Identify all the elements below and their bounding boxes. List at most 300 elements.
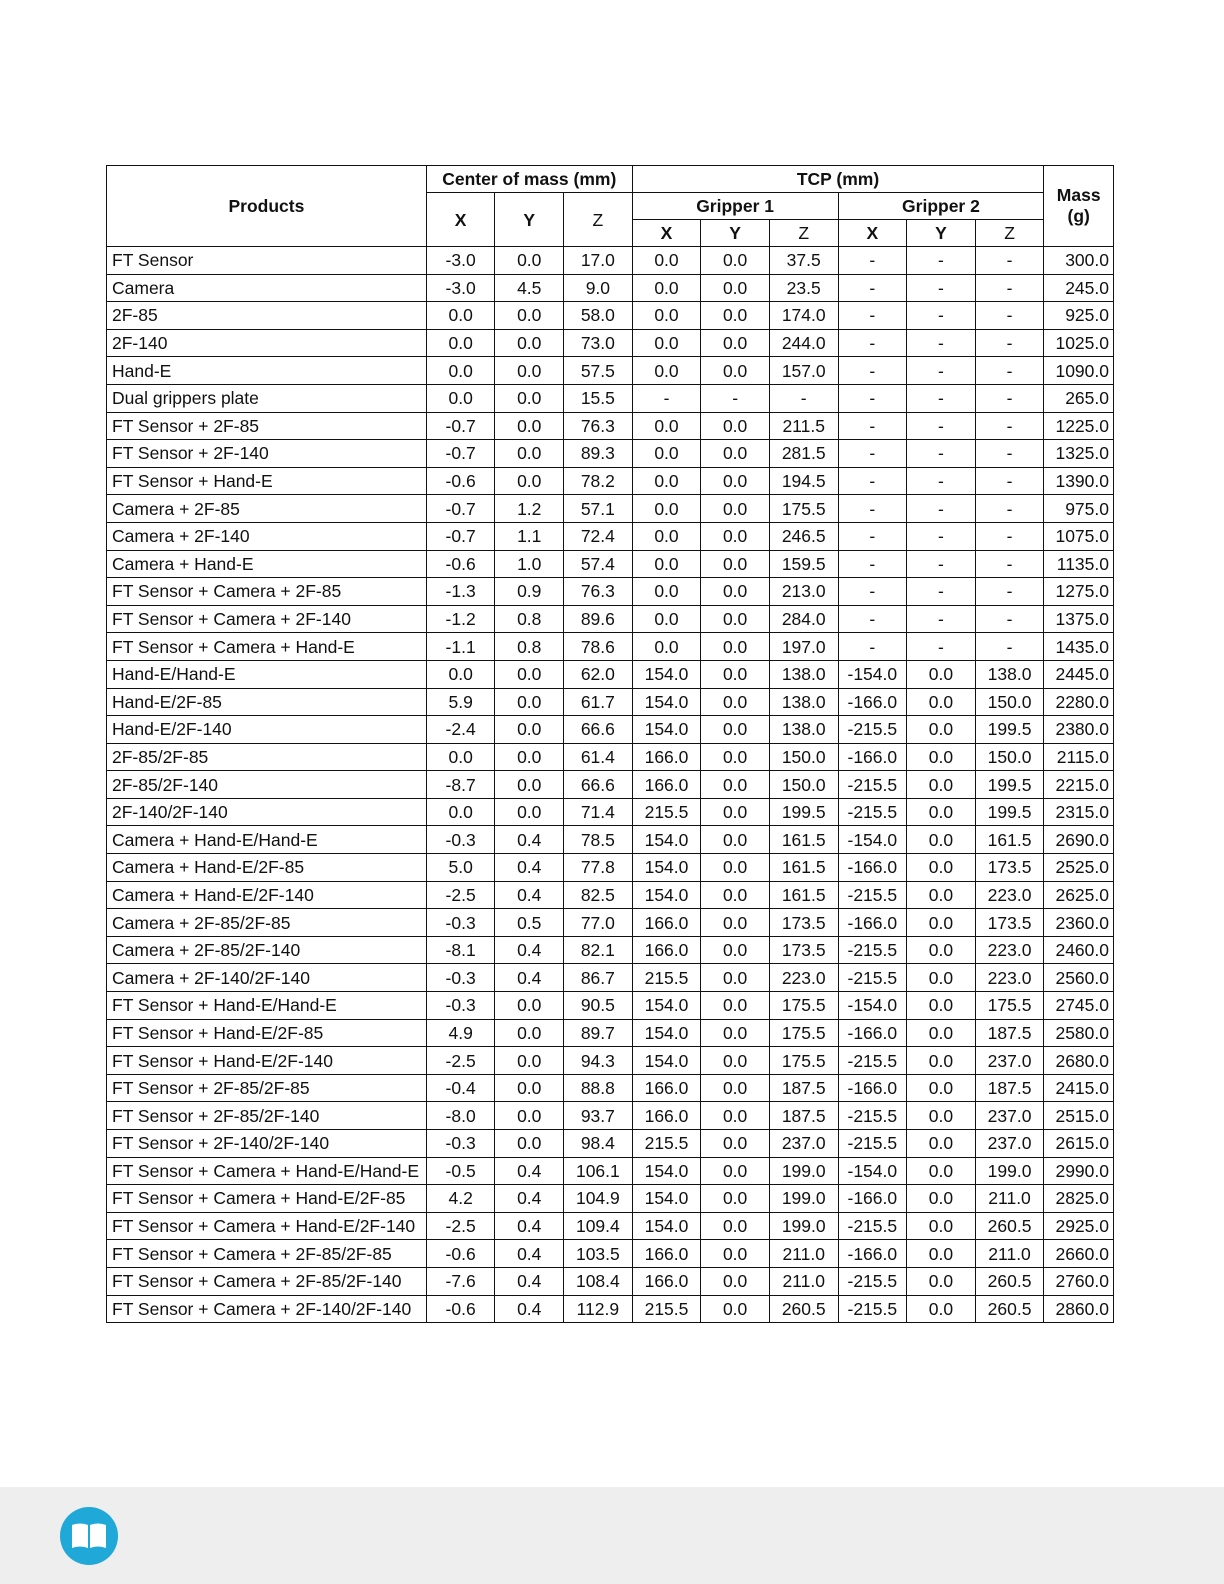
cell-g2-y: 0.0: [907, 1240, 976, 1268]
cell-g2-z: 223.0: [975, 936, 1044, 964]
cell-mass: 2690.0: [1044, 826, 1114, 854]
cell-g2-y: -: [907, 495, 976, 523]
cell-com-y: 0.4: [495, 936, 564, 964]
cell-g1-x: 215.5: [632, 1295, 701, 1323]
table-row: [107, 329, 1114, 357]
cell-g2-y: 0.0: [907, 1157, 976, 1185]
cell-com-y: 0.0: [495, 302, 564, 330]
cell-g2-x: -166.0: [838, 854, 907, 882]
cell-com-z: 104.9: [564, 1185, 633, 1213]
cell-g2-z: 187.5: [975, 1019, 1044, 1047]
cell-com-x: -0.7: [426, 440, 495, 468]
cell-g2-x: -: [838, 247, 907, 275]
cell-mass: 2625.0: [1044, 881, 1114, 909]
table-row: [107, 495, 1114, 523]
header-g1-z: Z: [769, 220, 838, 247]
cell-com-y: 0.0: [495, 329, 564, 357]
cell-g2-x: -166.0: [838, 743, 907, 771]
table-row: [107, 743, 1114, 771]
cell-g2-y: 0.0: [907, 798, 976, 826]
cell-g1-x: 166.0: [632, 909, 701, 937]
cell-com-x: 0.0: [426, 798, 495, 826]
cell-com-x: -0.6: [426, 1295, 495, 1323]
cell-product: FT Sensor + 2F-85: [107, 412, 427, 440]
cell-com-x: -7.6: [426, 1267, 495, 1295]
cell-g2-z: 260.5: [975, 1267, 1044, 1295]
cell-mass: 1325.0: [1044, 440, 1114, 468]
cell-g1-z: 284.0: [769, 605, 838, 633]
cell-com-z: 86.7: [564, 964, 633, 992]
cell-com-z: 71.4: [564, 798, 633, 826]
cell-com-z: 89.7: [564, 1019, 633, 1047]
header-gripper-1: Gripper 1: [632, 193, 838, 220]
cell-g1-x: 154.0: [632, 1047, 701, 1075]
cell-com-y: 0.9: [495, 578, 564, 606]
cell-g1-x: 0.0: [632, 495, 701, 523]
cell-product: FT Sensor + Hand-E: [107, 467, 427, 495]
cell-g2-y: 0.0: [907, 1019, 976, 1047]
cell-g1-x: 215.5: [632, 964, 701, 992]
cell-g1-x: 0.0: [632, 302, 701, 330]
cell-com-x: 5.9: [426, 688, 495, 716]
cell-com-z: 77.8: [564, 854, 633, 882]
cell-g2-y: -: [907, 633, 976, 661]
cell-g1-z: 161.5: [769, 854, 838, 882]
cell-g1-z: 175.5: [769, 992, 838, 1020]
cell-g1-z: 187.5: [769, 1102, 838, 1130]
table-row: [107, 660, 1114, 688]
cell-com-y: 0.0: [495, 1102, 564, 1130]
cell-mass: 1375.0: [1044, 605, 1114, 633]
cell-g2-z: -: [975, 440, 1044, 468]
cell-g1-z: 150.0: [769, 743, 838, 771]
cell-g1-z: 199.0: [769, 1157, 838, 1185]
cell-g2-y: 0.0: [907, 1102, 976, 1130]
cell-product: Camera + 2F-140/2F-140: [107, 964, 427, 992]
cell-g2-y: 0.0: [907, 854, 976, 882]
cell-g2-x: -: [838, 605, 907, 633]
cell-com-y: 0.0: [495, 771, 564, 799]
cell-g1-z: 138.0: [769, 660, 838, 688]
header-g2-x: X: [838, 220, 907, 247]
cell-com-y: 1.1: [495, 522, 564, 550]
cell-g2-x: -215.5: [838, 1212, 907, 1240]
cell-g2-z: 260.5: [975, 1212, 1044, 1240]
cell-mass: 975.0: [1044, 495, 1114, 523]
cell-product: Camera + 2F-85: [107, 495, 427, 523]
cell-product: Camera + 2F-85/2F-140: [107, 936, 427, 964]
cell-mass: 1225.0: [1044, 412, 1114, 440]
cell-g2-x: -: [838, 329, 907, 357]
cell-g1-y: 0.0: [701, 412, 770, 440]
cell-com-x: 4.9: [426, 1019, 495, 1047]
cell-g2-z: -: [975, 329, 1044, 357]
cell-mass: 2990.0: [1044, 1157, 1114, 1185]
cell-g1-y: 0.0: [701, 881, 770, 909]
cell-product: FT Sensor + Hand-E/2F-85: [107, 1019, 427, 1047]
cell-g1-z: 157.0: [769, 357, 838, 385]
cell-g2-y: 0.0: [907, 1295, 976, 1323]
cell-g2-y: -: [907, 357, 976, 385]
cell-g2-x: -166.0: [838, 1240, 907, 1268]
cell-com-x: 0.0: [426, 357, 495, 385]
cell-product: Hand-E/2F-140: [107, 716, 427, 744]
cell-g2-z: -: [975, 578, 1044, 606]
cell-com-x: 0.0: [426, 302, 495, 330]
table-row: [107, 798, 1114, 826]
cell-g2-z: 199.0: [975, 1157, 1044, 1185]
cell-g1-x: 215.5: [632, 798, 701, 826]
table-row: [107, 1185, 1114, 1213]
table-row: [107, 1019, 1114, 1047]
cell-g2-x: -215.5: [838, 716, 907, 744]
cell-product: 2F-85: [107, 302, 427, 330]
cell-g2-z: 260.5: [975, 1295, 1044, 1323]
cell-com-x: 4.2: [426, 1185, 495, 1213]
cell-g1-x: 154.0: [632, 992, 701, 1020]
cell-mass: 1135.0: [1044, 550, 1114, 578]
cell-g2-z: -: [975, 412, 1044, 440]
cell-com-z: 88.8: [564, 1074, 633, 1102]
cell-com-y: 0.0: [495, 440, 564, 468]
cell-g1-y: 0.0: [701, 1212, 770, 1240]
cell-g2-x: -: [838, 550, 907, 578]
cell-g2-y: 0.0: [907, 743, 976, 771]
cell-g1-x: 154.0: [632, 688, 701, 716]
cell-com-y: 0.0: [495, 798, 564, 826]
cell-product: Hand-E/Hand-E: [107, 660, 427, 688]
table-body: [107, 247, 1114, 1323]
cell-g1-y: 0.0: [701, 798, 770, 826]
cell-g2-z: -: [975, 495, 1044, 523]
cell-product: FT Sensor + 2F-140/2F-140: [107, 1130, 427, 1158]
header-g2-z: Z: [975, 220, 1044, 247]
header-center-of-mass: Center of mass (mm): [426, 166, 632, 193]
header-com-x: X: [426, 193, 495, 247]
cell-product: FT Sensor + 2F-85/2F-140: [107, 1102, 427, 1130]
cell-mass: 1075.0: [1044, 522, 1114, 550]
cell-com-x: -2.5: [426, 1212, 495, 1240]
cell-g1-x: 0.0: [632, 522, 701, 550]
cell-g1-y: 0.0: [701, 1047, 770, 1075]
cell-g1-z: 173.5: [769, 909, 838, 937]
cell-product: Camera + Hand-E/2F-85: [107, 854, 427, 882]
cell-mass: 300.0: [1044, 247, 1114, 275]
cell-g1-x: 166.0: [632, 1074, 701, 1102]
cell-product: 2F-85/2F-85: [107, 743, 427, 771]
cell-g2-x: -154.0: [838, 992, 907, 1020]
cell-com-z: 61.4: [564, 743, 633, 771]
cell-com-x: -2.4: [426, 716, 495, 744]
header-tcp: TCP (mm): [632, 166, 1044, 193]
header-g1-x: X: [632, 220, 701, 247]
cell-g2-x: -154.0: [838, 1157, 907, 1185]
table-row: [107, 936, 1114, 964]
cell-com-z: 98.4: [564, 1130, 633, 1158]
cell-g1-z: 187.5: [769, 1074, 838, 1102]
cell-com-y: 0.4: [495, 1267, 564, 1295]
cell-g2-y: -: [907, 467, 976, 495]
cell-g2-y: 0.0: [907, 909, 976, 937]
cell-g1-x: 0.0: [632, 329, 701, 357]
cell-com-z: 76.3: [564, 412, 633, 440]
cell-mass: 2445.0: [1044, 660, 1114, 688]
book-icon[interactable]: [60, 1507, 118, 1565]
cell-com-z: 108.4: [564, 1267, 633, 1295]
cell-g2-z: 199.5: [975, 798, 1044, 826]
table-row: [107, 771, 1114, 799]
cell-g2-y: 0.0: [907, 1267, 976, 1295]
cell-g1-y: 0.0: [701, 1130, 770, 1158]
cell-product: FT Sensor + Camera + 2F-85/2F-85: [107, 1240, 427, 1268]
cell-com-z: 82.1: [564, 936, 633, 964]
cell-mass: 2580.0: [1044, 1019, 1114, 1047]
cell-com-y: 0.0: [495, 992, 564, 1020]
cell-g1-z: 211.0: [769, 1267, 838, 1295]
header-com-y: Y: [495, 193, 564, 247]
cell-g1-y: 0.0: [701, 1019, 770, 1047]
cell-com-y: 0.0: [495, 1047, 564, 1075]
cell-g2-y: 0.0: [907, 688, 976, 716]
cell-com-x: -0.7: [426, 412, 495, 440]
cell-g1-z: 174.0: [769, 302, 838, 330]
cell-product: Dual grippers plate: [107, 384, 427, 412]
cell-g2-z: -: [975, 522, 1044, 550]
cell-g1-y: 0.0: [701, 440, 770, 468]
cell-com-y: 0.0: [495, 357, 564, 385]
cell-g2-x: -215.5: [838, 798, 907, 826]
cell-com-x: -0.6: [426, 467, 495, 495]
cell-com-z: 72.4: [564, 522, 633, 550]
cell-g1-z: 173.5: [769, 936, 838, 964]
cell-com-y: 0.0: [495, 467, 564, 495]
cell-com-x: 0.0: [426, 329, 495, 357]
cell-com-z: 57.4: [564, 550, 633, 578]
cell-mass: 1435.0: [1044, 633, 1114, 661]
cell-com-y: 0.4: [495, 826, 564, 854]
cell-g1-z: 211.5: [769, 412, 838, 440]
cell-product: Camera + 2F-85/2F-85: [107, 909, 427, 937]
cell-com-y: 0.0: [495, 743, 564, 771]
cell-g2-x: -: [838, 522, 907, 550]
cell-mass: 2515.0: [1044, 1102, 1114, 1130]
cell-g1-x: 0.0: [632, 247, 701, 275]
cell-com-x: -0.3: [426, 992, 495, 1020]
cell-g2-z: -: [975, 633, 1044, 661]
cell-g2-x: -: [838, 578, 907, 606]
cell-product: Hand-E: [107, 357, 427, 385]
cell-g1-x: 0.0: [632, 578, 701, 606]
cell-g2-y: 0.0: [907, 1185, 976, 1213]
cell-g2-x: -215.5: [838, 1267, 907, 1295]
cell-g1-y: 0.0: [701, 1074, 770, 1102]
cell-g1-y: 0.0: [701, 909, 770, 937]
cell-g1-x: 154.0: [632, 660, 701, 688]
cell-com-z: 62.0: [564, 660, 633, 688]
table-row: [107, 964, 1114, 992]
cell-g2-y: 0.0: [907, 1212, 976, 1240]
header-g2-y: Y: [907, 220, 976, 247]
cell-mass: 2825.0: [1044, 1185, 1114, 1213]
cell-com-z: 106.1: [564, 1157, 633, 1185]
cell-g1-z: 138.0: [769, 716, 838, 744]
cell-product: Camera + Hand-E/Hand-E: [107, 826, 427, 854]
cell-g1-z: 199.5: [769, 798, 838, 826]
cell-com-x: -0.7: [426, 495, 495, 523]
cell-com-x: -8.7: [426, 771, 495, 799]
cell-g1-x: 154.0: [632, 881, 701, 909]
cell-g1-x: 215.5: [632, 1130, 701, 1158]
cell-g2-z: -: [975, 247, 1044, 275]
cell-com-x: -3.0: [426, 247, 495, 275]
cell-com-y: 1.0: [495, 550, 564, 578]
cell-product: FT Sensor + 2F-85/2F-85: [107, 1074, 427, 1102]
cell-g2-y: -: [907, 605, 976, 633]
cell-mass: 265.0: [1044, 384, 1114, 412]
cell-g2-z: 223.0: [975, 964, 1044, 992]
table-row: [107, 909, 1114, 937]
cell-product: Camera + Hand-E: [107, 550, 427, 578]
cell-g2-x: -166.0: [838, 1185, 907, 1213]
cell-g1-z: 175.5: [769, 1019, 838, 1047]
cell-com-y: 0.0: [495, 1130, 564, 1158]
cell-com-x: -3.0: [426, 274, 495, 302]
cell-g2-x: -: [838, 440, 907, 468]
cell-g1-y: 0.0: [701, 1295, 770, 1323]
cell-g1-z: 237.0: [769, 1130, 838, 1158]
cell-mass: 2745.0: [1044, 992, 1114, 1020]
header-g1-y: Y: [701, 220, 770, 247]
cell-g1-y: 0.0: [701, 467, 770, 495]
cell-product: FT Sensor + 2F-140: [107, 440, 427, 468]
cell-g1-y: 0.0: [701, 1267, 770, 1295]
cell-g1-z: 246.5: [769, 522, 838, 550]
cell-mass: 1275.0: [1044, 578, 1114, 606]
cell-g1-z: 161.5: [769, 826, 838, 854]
cell-g2-z: 161.5: [975, 826, 1044, 854]
cell-g2-y: 0.0: [907, 936, 976, 964]
cell-g1-y: 0.0: [701, 964, 770, 992]
cell-com-x: -0.7: [426, 522, 495, 550]
cell-com-y: 0.4: [495, 881, 564, 909]
table-row: [107, 1102, 1114, 1130]
cell-mass: 2660.0: [1044, 1240, 1114, 1268]
cell-product: FT Sensor + Camera + 2F-140/2F-140: [107, 1295, 427, 1323]
cell-g1-x: 166.0: [632, 936, 701, 964]
cell-g1-x: 0.0: [632, 412, 701, 440]
cell-com-z: 89.3: [564, 440, 633, 468]
cell-com-x: 0.0: [426, 384, 495, 412]
cell-mass: 2925.0: [1044, 1212, 1114, 1240]
table-row: [107, 633, 1114, 661]
cell-product: Camera + Hand-E/2F-140: [107, 881, 427, 909]
cell-g1-x: 154.0: [632, 1157, 701, 1185]
cell-product: 2F-140/2F-140: [107, 798, 427, 826]
cell-g2-x: -166.0: [838, 1074, 907, 1102]
cell-g1-y: 0.0: [701, 605, 770, 633]
cell-com-z: 61.7: [564, 688, 633, 716]
cell-g2-x: -: [838, 412, 907, 440]
cell-g2-x: -215.5: [838, 1130, 907, 1158]
cell-g1-y: 0.0: [701, 771, 770, 799]
table-row: [107, 716, 1114, 744]
cell-mass: 925.0: [1044, 302, 1114, 330]
cell-g2-z: 173.5: [975, 854, 1044, 882]
cell-g1-x: 154.0: [632, 1185, 701, 1213]
cell-com-x: -0.4: [426, 1074, 495, 1102]
cell-g2-y: -: [907, 329, 976, 357]
cell-g1-z: 199.0: [769, 1185, 838, 1213]
header-gripper-2: Gripper 2: [838, 193, 1044, 220]
cell-g2-z: -: [975, 467, 1044, 495]
cell-g2-z: -: [975, 357, 1044, 385]
cell-g1-z: -: [769, 384, 838, 412]
table-row: [107, 247, 1114, 275]
table-row: [107, 1074, 1114, 1102]
cell-g2-z: 199.5: [975, 716, 1044, 744]
cell-g2-y: 0.0: [907, 1074, 976, 1102]
table-row: [107, 412, 1114, 440]
cell-com-x: -0.3: [426, 826, 495, 854]
cell-g2-y: -: [907, 384, 976, 412]
cell-g2-x: -166.0: [838, 688, 907, 716]
cell-mass: 2860.0: [1044, 1295, 1114, 1323]
cell-com-y: 0.4: [495, 1157, 564, 1185]
cell-product: Hand-E/2F-85: [107, 688, 427, 716]
cell-com-y: 0.0: [495, 247, 564, 275]
cell-g1-x: 0.0: [632, 467, 701, 495]
cell-g2-x: -154.0: [838, 660, 907, 688]
cell-g1-z: 244.0: [769, 329, 838, 357]
cell-com-x: -0.6: [426, 1240, 495, 1268]
cell-g1-y: 0.0: [701, 716, 770, 744]
cell-g1-x: 166.0: [632, 1240, 701, 1268]
table-row: [107, 357, 1114, 385]
cell-mass: 1090.0: [1044, 357, 1114, 385]
cell-g1-y: 0.0: [701, 854, 770, 882]
table-row: [107, 826, 1114, 854]
cell-g2-z: 237.0: [975, 1102, 1044, 1130]
cell-com-x: -1.2: [426, 605, 495, 633]
cell-com-y: 0.0: [495, 660, 564, 688]
table-row: [107, 854, 1114, 882]
table-row: [107, 1130, 1114, 1158]
cell-com-x: -0.3: [426, 964, 495, 992]
cell-g1-z: 211.0: [769, 1240, 838, 1268]
table-row: [107, 881, 1114, 909]
cell-g2-x: -215.5: [838, 881, 907, 909]
cell-g1-y: 0.0: [701, 550, 770, 578]
cell-g2-y: 0.0: [907, 881, 976, 909]
cell-mass: 2315.0: [1044, 798, 1114, 826]
cell-g2-x: -215.5: [838, 771, 907, 799]
cell-g1-z: 175.5: [769, 1047, 838, 1075]
cell-com-z: 17.0: [564, 247, 633, 275]
cell-com-y: 0.4: [495, 1295, 564, 1323]
cell-com-x: -1.1: [426, 633, 495, 661]
cell-g1-y: 0.0: [701, 743, 770, 771]
table-row: [107, 522, 1114, 550]
table-row: [107, 992, 1114, 1020]
cell-mass: 2115.0: [1044, 743, 1114, 771]
cell-g1-y: 0.0: [701, 302, 770, 330]
cell-g2-z: -: [975, 605, 1044, 633]
cell-g2-x: -: [838, 357, 907, 385]
cell-com-z: 57.5: [564, 357, 633, 385]
cell-mass: 2525.0: [1044, 854, 1114, 882]
cell-g2-y: 0.0: [907, 771, 976, 799]
cell-com-z: 78.5: [564, 826, 633, 854]
